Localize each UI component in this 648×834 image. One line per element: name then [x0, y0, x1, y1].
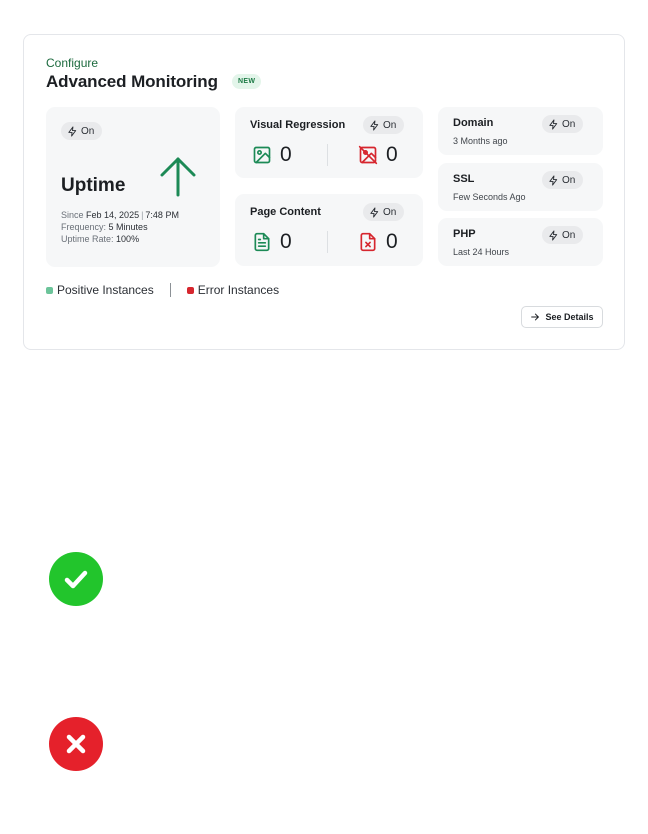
legend-error-label: Error Instances	[197, 283, 280, 297]
see-details-button[interactable]	[521, 306, 603, 328]
bolt-icon	[67, 126, 78, 137]
arrow-right-icon	[530, 312, 540, 322]
status-label: On	[562, 229, 576, 241]
domain-panel	[438, 107, 603, 155]
check-circle-icon	[49, 552, 103, 606]
domain-status-toggle[interactable]	[542, 115, 583, 133]
page-content-panel	[235, 194, 423, 266]
legend-positive	[46, 283, 154, 297]
visual-regression-error[interactable]	[358, 143, 398, 167]
divider	[327, 231, 328, 253]
php-title: PHP	[453, 228, 476, 240]
error-count: 0	[386, 143, 398, 166]
domain-title: Domain	[453, 117, 494, 129]
visual-regression-counts	[250, 143, 410, 167]
visual-regression-status-toggle[interactable]	[363, 116, 404, 134]
divider	[327, 144, 328, 166]
see-details-label: See Details	[545, 312, 594, 322]
frequency-value: 5 Minutes	[108, 222, 148, 232]
image-icon	[252, 145, 272, 165]
since-date: Feb 14, 2025	[86, 210, 140, 220]
legend-error	[187, 283, 279, 297]
ssl-title: SSL	[453, 173, 475, 185]
since-label: Since	[61, 210, 84, 220]
error-swatch	[187, 287, 194, 294]
bolt-icon	[548, 119, 559, 130]
php-status-toggle[interactable]	[542, 226, 583, 244]
file-x-icon	[358, 232, 378, 252]
legend-positive-label: Positive Instances	[57, 283, 154, 297]
status-label: On	[383, 119, 397, 131]
php-subtitle: Last 24 Hours	[453, 247, 510, 257]
status-label: On	[81, 125, 95, 137]
uptime-rate-label: Uptime Rate:	[61, 234, 114, 244]
uptime-label: Uptime	[61, 175, 126, 196]
card-title: Advanced Monitoring	[46, 72, 218, 91]
configure-link[interactable]: Configure	[46, 56, 99, 70]
php-panel	[438, 218, 603, 266]
since-time: 7:48 PM	[145, 210, 179, 220]
visual-regression-panel	[235, 107, 423, 178]
file-text-icon	[252, 232, 272, 252]
page-content-title: Page Content	[250, 206, 321, 218]
page-content-status-toggle[interactable]	[363, 203, 404, 221]
advanced-monitoring-card	[23, 34, 625, 350]
positive-swatch	[46, 287, 53, 294]
uptime-rate-value: 100%	[116, 234, 140, 244]
positive-count: 0	[280, 230, 292, 253]
bolt-icon	[369, 120, 380, 131]
image-off-icon	[358, 145, 378, 165]
status-label: On	[562, 118, 576, 130]
error-count: 0	[386, 230, 398, 253]
ssl-status-toggle[interactable]	[542, 171, 583, 189]
uptime-meta: Since Feb 14, 2025 | 7:48 PM Frequency: 5 Minutes Uptime Rate: 100%	[61, 210, 179, 244]
uptime-status-toggle[interactable]	[61, 122, 102, 140]
status-label: On	[562, 174, 576, 186]
arrow-up-icon	[158, 155, 198, 197]
bolt-icon	[548, 230, 559, 241]
page-content-positive[interactable]	[252, 230, 292, 254]
page-content-error[interactable]	[358, 230, 398, 254]
legend-divider	[170, 283, 171, 297]
visual-regression-title: Visual Regression	[250, 119, 346, 131]
positive-count: 0	[280, 143, 292, 166]
uptime-panel	[46, 107, 220, 267]
frequency-label: Frequency:	[61, 222, 107, 232]
visual-regression-positive[interactable]	[252, 143, 292, 167]
ssl-panel	[438, 163, 603, 211]
page-content-counts	[250, 230, 410, 254]
domain-subtitle: 3 Months ago	[453, 136, 508, 146]
bolt-icon	[548, 175, 559, 186]
bolt-icon	[369, 207, 380, 218]
legend	[46, 283, 279, 297]
ssl-subtitle: Few Seconds Ago	[453, 192, 526, 202]
x-circle-icon	[49, 717, 103, 771]
new-badge: NEW	[232, 74, 261, 89]
status-label: On	[383, 206, 397, 218]
